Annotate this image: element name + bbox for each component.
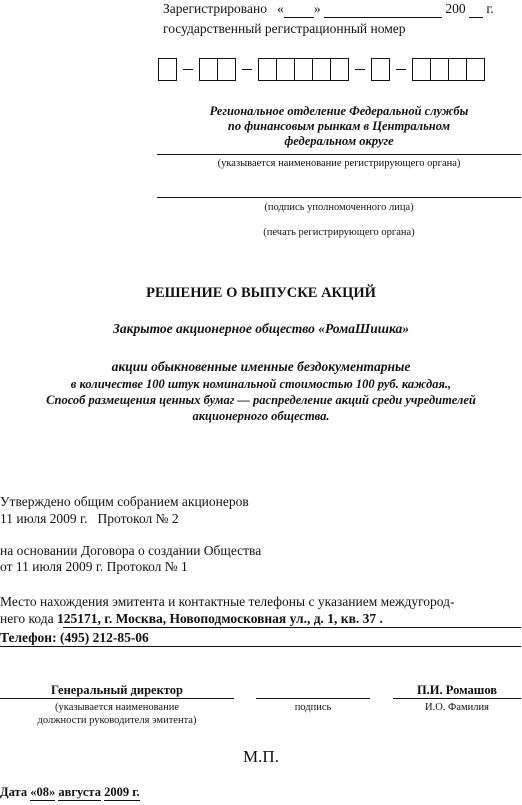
reg-number-box bbox=[330, 58, 349, 81]
reg-number-box bbox=[294, 58, 313, 81]
year-blank bbox=[469, 1, 483, 18]
date-day: «08» bbox=[30, 785, 56, 799]
issuer-phone: Телефон: (495) 212-85-06 bbox=[0, 630, 149, 645]
position-hint-2: должности руководителя эмитента) bbox=[37, 715, 197, 726]
reg-number-box bbox=[199, 58, 218, 81]
reg-number-box bbox=[412, 58, 431, 81]
basis-line-2: от 11 июля 2009 г. Протокол № 1 bbox=[0, 559, 188, 574]
phone-rule bbox=[0, 646, 521, 647]
decision-title: РЕШЕНИЕ О ВЫПУСКЕ АКЦИЙ bbox=[146, 285, 376, 301]
reg-number-group bbox=[371, 58, 390, 81]
director-position: Генеральный директор bbox=[51, 683, 183, 697]
year-suffix: г. bbox=[486, 1, 494, 16]
date-year: 2009 г. bbox=[104, 785, 140, 799]
quote-open: « bbox=[277, 1, 284, 16]
director-signature-hint: подпись bbox=[294, 702, 332, 713]
quote-close: » bbox=[313, 1, 321, 16]
reg-number-box bbox=[217, 58, 236, 81]
reg-number-box bbox=[276, 58, 295, 81]
signature-line bbox=[256, 698, 370, 699]
authority-line-1: Региональное отделение Федеральной службы bbox=[209, 104, 469, 118]
company-name: Закрытое акционерное общество «РомаШишка» bbox=[113, 321, 409, 336]
signature-rule bbox=[157, 197, 521, 198]
month-blank bbox=[324, 1, 442, 18]
reg-number-box bbox=[371, 58, 390, 81]
reg-number-box bbox=[312, 58, 331, 81]
authority-hint: (указывается наименование регистрирующего органа) bbox=[217, 158, 461, 169]
shares-type: акции обыкновенные именные бездокументарные bbox=[111, 359, 411, 374]
placement-line-2: акционерного общества. bbox=[192, 409, 330, 423]
authority-name bbox=[158, 104, 520, 149]
registered-label: Зарегистрировано bbox=[163, 1, 267, 16]
reg-number-box bbox=[258, 58, 277, 81]
reg-number-label: государственный регистрационный номер bbox=[163, 21, 406, 36]
reg-number-box bbox=[448, 58, 467, 81]
authority-rule bbox=[157, 154, 521, 155]
day-blank bbox=[284, 1, 314, 18]
reg-number-dash bbox=[183, 69, 193, 70]
position-hint-1: (указывается наименование bbox=[55, 702, 179, 713]
reg-number-group bbox=[412, 58, 485, 81]
location-prefix: него кода bbox=[0, 611, 54, 626]
reg-number-box bbox=[466, 58, 485, 81]
year-label: 200 bbox=[445, 1, 466, 16]
registration-line bbox=[163, 1, 494, 18]
approval-line-1: Утверждено общим собранием акционеров bbox=[0, 494, 249, 509]
registration-number-boxes bbox=[158, 58, 485, 81]
reg-number-dash bbox=[396, 69, 406, 70]
reg-number-box bbox=[430, 58, 449, 81]
seal-place: М.П. bbox=[243, 747, 279, 766]
document-date bbox=[0, 785, 140, 801]
reg-number-box bbox=[158, 58, 177, 81]
position-rule bbox=[0, 698, 234, 699]
reg-number-group bbox=[199, 58, 236, 81]
reg-number-group bbox=[258, 58, 349, 81]
issuer-address: 125171, г. Москва, Новоподмосковная ул., д. 1, кв. 37 . bbox=[57, 611, 383, 626]
placement-line-1: Способ размещения ценных бумаг — распределение акций среди учредителей bbox=[46, 393, 476, 407]
reg-number-dash bbox=[242, 69, 252, 70]
director-name: П.И. Ромашов bbox=[416, 683, 498, 697]
location-line-1: Место нахождения эмитента и контактные телефоны с указанием междугород- bbox=[0, 594, 455, 609]
signature-hint: (подпись уполномоченного лица) bbox=[264, 202, 414, 213]
date-month: августа bbox=[58, 785, 101, 799]
location-line-2 bbox=[0, 611, 521, 627]
address-rule bbox=[63, 627, 521, 628]
date-label: Дата bbox=[0, 785, 28, 799]
reg-number-dash bbox=[355, 69, 365, 70]
authority-line-2: по финансовым рынкам в Центральном bbox=[227, 119, 451, 133]
reg-number-group bbox=[158, 58, 177, 81]
authority-line-3: федеральном округе bbox=[284, 134, 394, 148]
name-hint: И.О. Фамилия bbox=[425, 702, 489, 713]
shares-quantity: в количестве 100 штук номинальной стоимостью 100 руб. каждая., bbox=[70, 377, 452, 391]
basis-line-1: на основании Договора о создании Общества bbox=[0, 543, 262, 558]
name-rule bbox=[393, 698, 521, 699]
stamp-hint: (печать регистрирующего органа) bbox=[263, 227, 415, 238]
approval-line-2: 11 июля 2009 г. Протокол № 2 bbox=[0, 511, 179, 526]
